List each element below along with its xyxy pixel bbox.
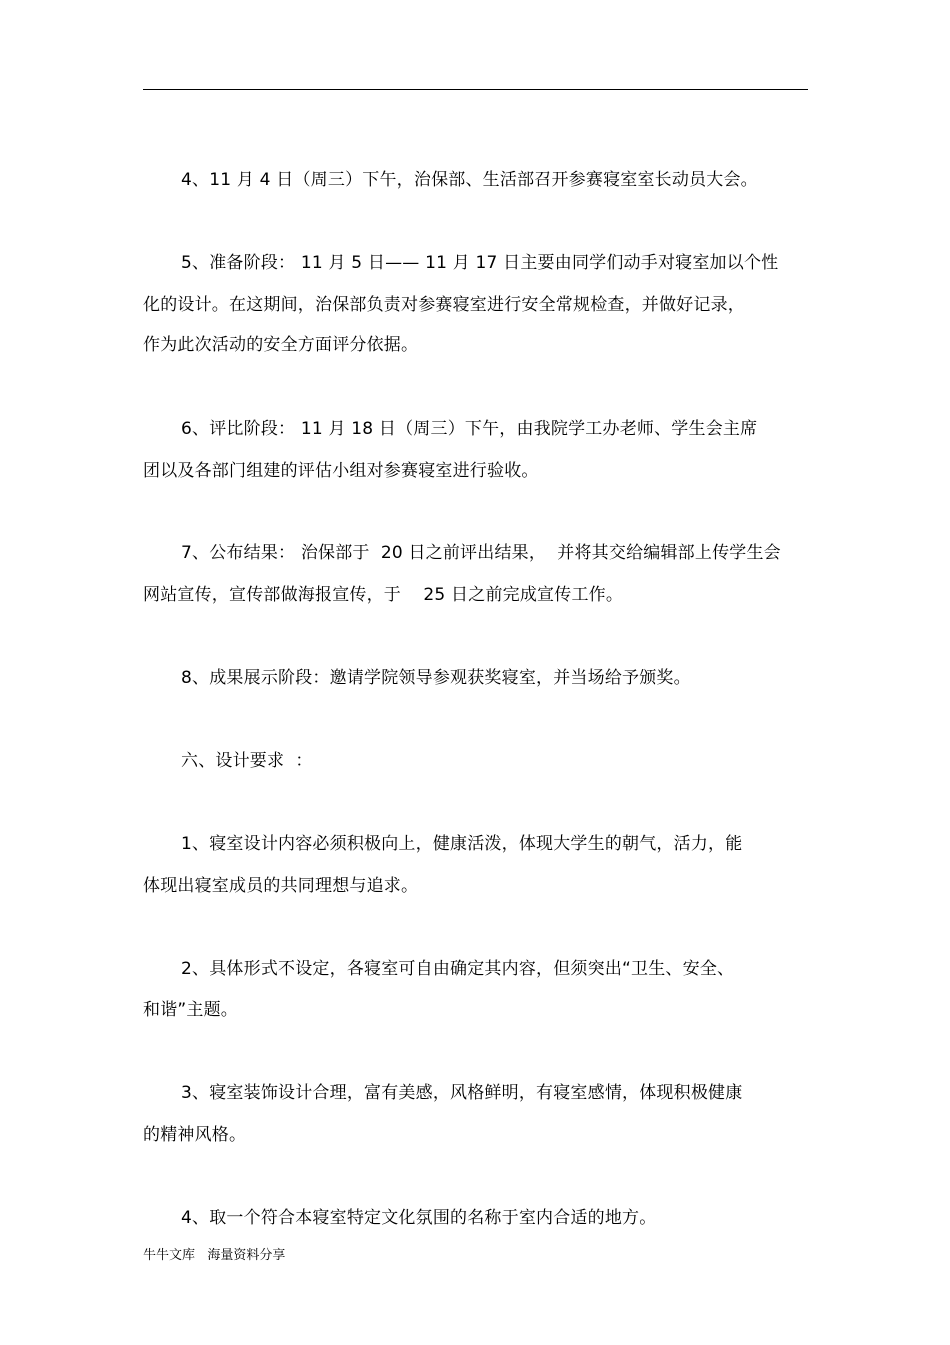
paragraph-7-line-1: 7、公布结果： 治保部于 20 日之前评出结果， 并将其交给编辑部上传学生会 — [181, 543, 781, 563]
paragraph-6-line-2: 团以及各部门组建的评估小组对参赛寝室进行验收。 — [143, 461, 539, 481]
requirement-2-line-1: 2、具体形式不设定，各寝室可自由确定其内容，但须突出“卫生、安全、 — [181, 959, 735, 979]
paragraph-8-line-1: 8、成果展示阶段：邀请学院领导参观获奖寝室，并当场给予颁奖。 — [181, 668, 691, 688]
requirement-3-line-2: 的精神风格。 — [143, 1125, 247, 1145]
requirement-1-line-2: 体现出寝室成员的共同理想与追求。 — [143, 876, 419, 896]
page-footer: 牛牛文库 海量资料分享 — [143, 1248, 286, 1263]
requirement-2-line-2: 和谐”主题。 — [143, 1000, 239, 1020]
paragraph-5-line-1: 5、准备阶段： 11 月 5 日—— 11 月 17 日主要由同学们动手对寝室加以个性 — [181, 253, 779, 273]
requirement-4-line-1: 4、取一个符合本寝室特定文化氛围的名称于室内合适的地方。 — [181, 1208, 657, 1228]
paragraph-7-line-2: 网站宣传，宣传部做海报宣传，于 25 日之前完成宣传工作。 — [143, 585, 624, 605]
paragraph-5-line-3: 作为此次活动的安全方面评分依据。 — [143, 335, 419, 355]
header-rule — [143, 89, 808, 90]
requirement-3-line-1: 3、寝室装饰设计合理，富有美感，风格鲜明，有寝室感情，体现积极健康 — [181, 1083, 743, 1103]
section-heading-design-requirements: 六、设计要求 ： — [181, 751, 313, 771]
paragraph-4-line-1: 4、11 月 4 日（周三）下午，治保部、生活部召开参赛寝室室长动员大会。 — [181, 170, 758, 190]
paragraph-6-line-1: 6、评比阶段： 11 月 18 日（周三）下午，由我院学工办老师、学生会主席 — [181, 419, 758, 439]
paragraph-5-line-2: 化的设计。在这期间，治保部负责对参赛寝室进行安全常规检查，并做好记录， — [143, 295, 745, 315]
requirement-1-line-1: 1、寝室设计内容必须积极向上，健康活泼，体现大学生的朝气，活力，能 — [181, 834, 743, 854]
